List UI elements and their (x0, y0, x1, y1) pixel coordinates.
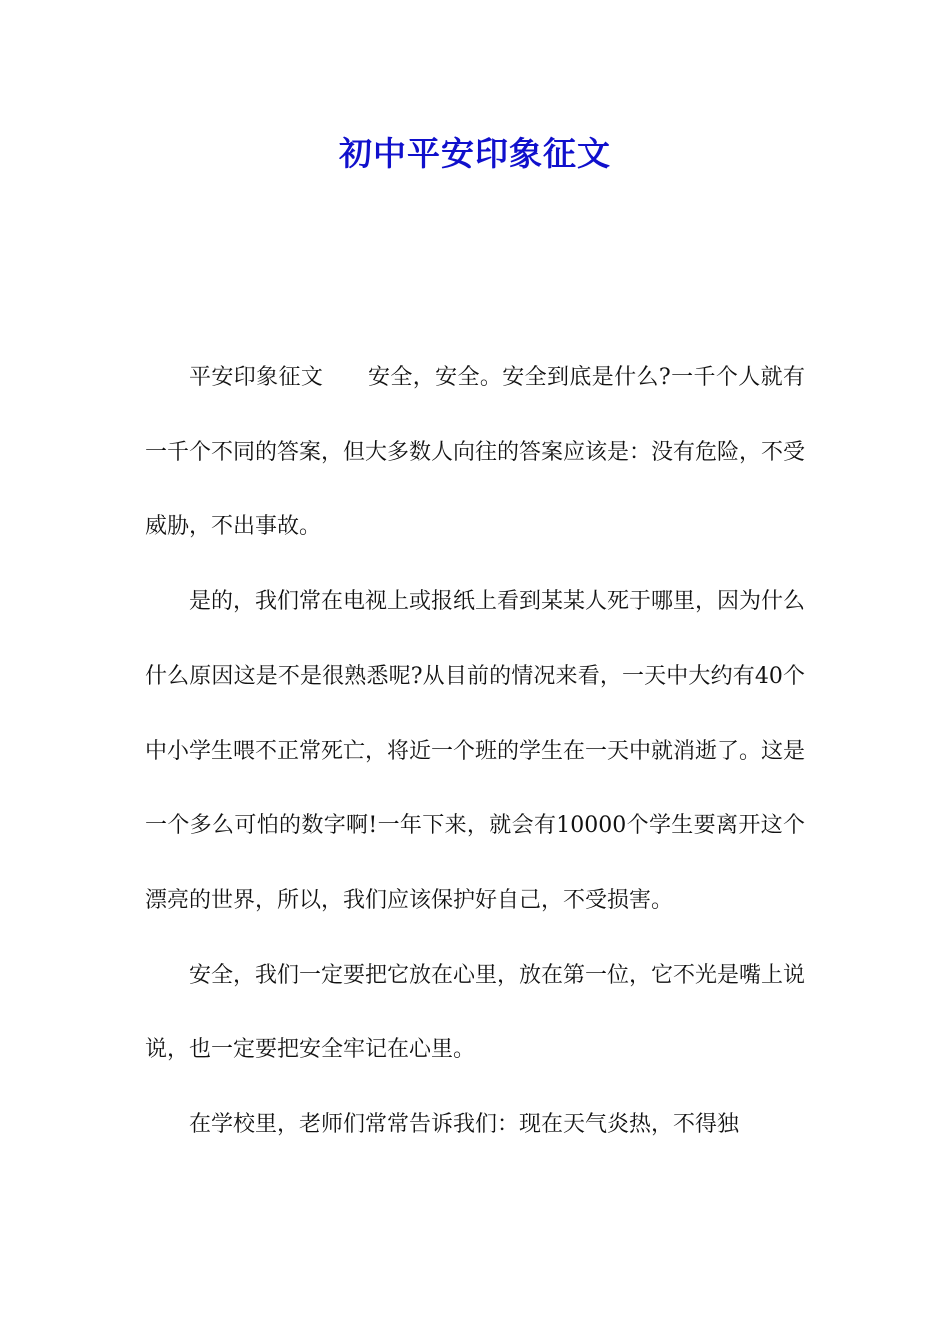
document-body (145, 341, 805, 1163)
paragraph-1: 平安印象征文 安全，安全。安全到底是什么?一千个人就有一千个不同的答案，但大多数人向往的答案应该是：没有危险，不受威胁，不出事故。 (145, 365, 806, 540)
paragraph-3: 安全，我们一定要把它放在心里，放在第一位，它不光是嘴上说说，也一定要把安全牢记在心里。 (145, 962, 806, 1063)
paragraph-4: 在学校里，老师们常常告诉我们：现在天气炎热，不得独 (189, 1112, 740, 1138)
document-title: 初中平安印象征文 (339, 134, 611, 173)
paragraph-2: 是的，我们常在电视上或报纸上看到某某人死于哪里，因为什么什么原因这是不是很熟悉呢?从目前的情况来看，一天中大约有40个中小学生喂不正常死亡，将近一个班的学生在一天中就消逝了。这是一个多么可怕的数字啊!一年下来，就会有10000个学生要离开这个漂亮的世界，所以，我们应该保护好自己，不受损害。 (145, 589, 806, 913)
